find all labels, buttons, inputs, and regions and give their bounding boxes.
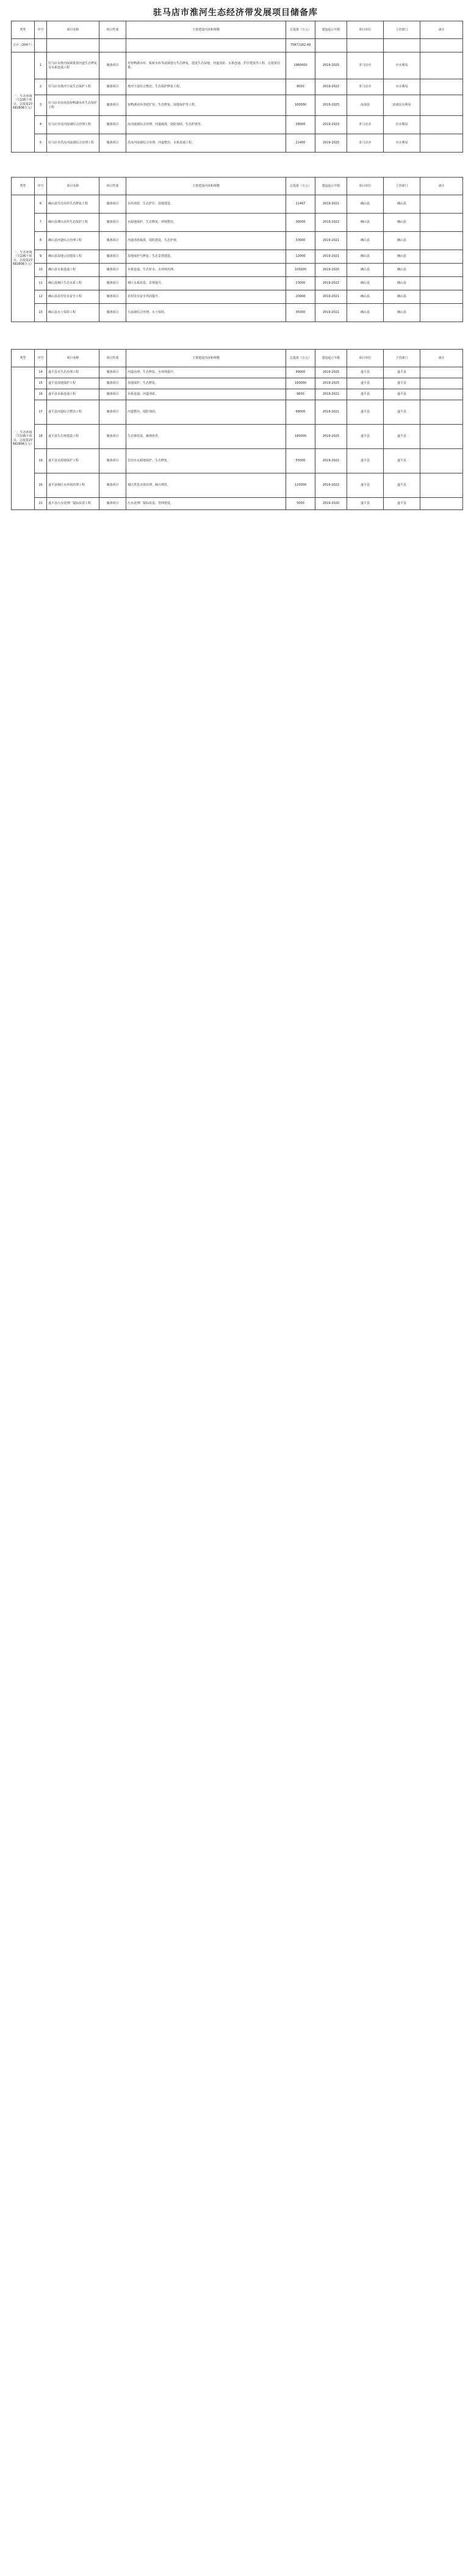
row-name: 确山县农村饮水安全工程 [47,290,99,304]
row-name: 遂平县湿地保护工程 [47,378,99,389]
row-content: 水系连通、河道清淤。 [126,389,286,400]
table-header-row [12,178,463,195]
row-name: 遂平县生态林建设工程 [47,425,99,449]
row-name: 遂平县水生态治理工程 [47,367,99,378]
row-investment: 55000 [286,449,315,473]
table-row [12,389,463,400]
header-investment: 总投资（万元） [286,178,315,195]
row-remark [420,367,463,378]
table-row [12,290,463,304]
row-content: 河道治理、生态修复、水环境提升。 [126,367,286,378]
row-unit: 确山县 [347,214,384,232]
row-remark [420,378,463,389]
row-period: 2019-2021 [315,232,347,250]
row-period: 2019-2025 [315,378,347,389]
row-seq: 14 [35,367,47,378]
row-seq: 15 [35,378,47,389]
table-row [12,52,463,79]
row-period: 2019-2022 [315,214,347,232]
table-row [12,116,463,134]
row-dept: 确山县 [384,290,420,304]
table-row [12,232,463,250]
header-category: 类型 [12,21,35,39]
row-unit: 驻马店市 [347,79,384,95]
row-seq: 21 [35,498,47,510]
row-unit: 确山县 [347,250,384,264]
row-seq: 9 [35,250,47,264]
row-content: 汝河流域综合治理，河道疏浚、堤防加固、生态护坡等。 [126,116,286,134]
row-unit: 确山县 [347,232,384,250]
row-investment: 49000 [286,367,315,378]
table-row [12,304,463,322]
row-investment: 23000 [286,277,315,290]
row-unit: 遂平县 [347,367,384,378]
row-investment: 33000 [286,232,315,250]
row-nature: 储备项目 [99,378,126,389]
row-remark [420,134,463,153]
row-dept: 遂平县 [384,367,420,378]
row-dept: 遂平县 [384,378,420,389]
row-nature: 储备项目 [99,250,126,264]
row-investment: 105000 [286,264,315,277]
row-unit: 遂平县 [347,473,384,498]
row-unit: 汝南县 [347,95,384,116]
row-nature: 储备项目 [99,52,126,79]
table-row [12,378,463,389]
header-seq: 序号 [35,21,47,39]
header-name: 项目名称 [47,350,99,367]
row-unit: 确山县 [347,264,384,277]
row-seq: 7 [35,214,47,232]
row-investment: 180000 [286,425,315,449]
row-content: 生态林营造、森林抚育。 [126,425,286,449]
header-period: 建设起止年限 [315,350,347,367]
row-nature: 储备项目 [99,79,126,95]
row-nature: 储备项目 [99,195,126,214]
row-seq: 6 [35,195,47,214]
row-dept: 确山县 [384,264,420,277]
row-unit: 遂平县 [347,400,384,425]
row-unit: 遂平县 [347,389,384,400]
row-seq: 18 [35,425,47,449]
category-cell: 一、生态环境（共136个项目，总投资27682806万元） [12,52,35,153]
table-header-row [12,350,463,367]
row-unit: 确山县 [347,195,384,214]
header-dept: 主管部门 [384,21,420,39]
row-unit: 遂平县 [347,449,384,473]
header-dept: 主管部门 [384,350,420,367]
row-period: 2019-2022 [315,473,347,498]
row-investment: 160000 [286,95,315,116]
row-unit: 遂平县 [347,378,384,389]
document-title: 驻马店市淮河生态经济带发展项目储备库 [153,8,318,18]
row-name: 确山县竹沟水库生态修复工程 [47,195,99,214]
header-name: 项目名称 [47,21,99,39]
row-nature: 储备项目 [99,367,126,378]
row-nature: 储备项目 [99,232,126,250]
row-seq: 8 [35,232,47,250]
header-content: 主要建设内容和规模 [126,350,286,367]
header-period: 建设起止年限 [315,178,347,195]
row-unit: 遂平县 [347,498,384,510]
project-table [11,177,463,322]
row-remark [420,195,463,214]
header-period: 建设起止年限 [315,21,347,39]
row-seq: 17 [35,400,47,425]
row-remark [420,79,463,95]
header-category: 类型 [12,178,35,195]
row-period: 2019-2025 [315,52,347,79]
row-remark [420,95,463,116]
header-unit: 项目单位 [347,178,384,195]
row-period: 2019-2021 [315,250,347,264]
row-unit: 驻马店市 [347,116,384,134]
header-nature: 项目性质 [99,178,126,195]
category-cell: 一、生态环境（共136个项目，总投资27682806万元） [12,367,35,510]
row-period: 2019-2021 [315,290,347,304]
row-name: 遂平县水系连通工程 [47,389,99,400]
row-seq: 4 [35,116,47,134]
row-name: 驻马店市淮河流域重要河道生态修复及水系连通工程 [47,52,99,79]
row-content: 宿鸭湖水库清淤扩容、生态修复、湿地保护等工程。 [126,95,286,116]
row-dept: 市水利局 [384,116,420,134]
row-content: 洪汝河流域综合治理，河道整治、水系连通工程。 [126,134,286,153]
row-content: 农村饮水安全巩固提升。 [126,290,286,304]
row-investment: 36000 [286,214,315,232]
row-nature: 储备项目 [99,389,126,400]
table-row [12,264,463,277]
row-seq: 16 [35,389,47,400]
row-dept: 确山县 [384,232,420,250]
header-nature: 项目性质 [99,21,126,39]
row-remark [420,264,463,277]
row-investment: 11467 [286,195,315,214]
row-unit: 驻马店市 [347,134,384,153]
row-content: 湿地保护与修复、生态景观建设。 [126,250,286,264]
row-nature: 储备项目 [99,498,126,510]
row-dept: 确山县 [384,304,420,322]
row-name: 确山县河道综合治理工程 [47,232,99,250]
row-dept: 确山县 [384,277,420,290]
row-content: 饮用水水源地保护、生态修复。 [126,449,286,473]
row-name: 遂平县水源地保护工程 [47,449,99,473]
row-investment: 20000 [286,290,315,304]
header-content: 主要建设内容和规模 [126,21,286,39]
row-name: 确山县湿地公园建设工程 [47,250,99,264]
row-seq: 3 [35,95,47,116]
row-investment: 28000 [286,116,315,134]
row-dept: 确山县 [384,250,420,264]
row-name: 遂平县污水处理厂提标改造工程 [47,498,99,510]
row-unit: 确山县 [347,290,384,304]
row-period: 2019-2025 [315,425,347,449]
row-investment: 68000 [286,400,315,425]
table-row [12,277,463,290]
table-row [12,367,463,378]
row-seq: 11 [35,277,47,290]
row-seq: 1 [35,52,47,79]
total-label: 合计（204个） [12,39,35,52]
header-nature: 项目性质 [99,350,126,367]
row-period: 2019-2022 [315,79,347,95]
row-nature: 储备项目 [99,134,126,153]
row-seq: 13 [35,304,47,322]
row-investment: 120000 [286,473,315,498]
row-remark [420,473,463,498]
row-period: 2019-2021 [315,195,347,214]
row-content: 河道整治、堤防加固。 [126,400,286,425]
row-remark [420,389,463,400]
header-seq: 序号 [35,178,47,195]
table-row [12,95,463,116]
table-row [12,425,463,449]
row-nature: 储备项目 [99,214,126,232]
header-category: 类型 [12,350,35,367]
row-investment: 1960000 [286,52,315,79]
row-content: 湿地保护、生态修复。 [126,378,286,389]
row-period: 2019-2022 [315,277,347,290]
project-table [11,349,463,510]
row-period: 2019-2020 [315,498,347,510]
row-remark [420,304,463,322]
row-seq: 20 [35,473,47,498]
row-seq: 19 [35,449,47,473]
row-remark [420,214,463,232]
row-unit: 遂平县 [347,425,384,449]
row-nature: 储备项目 [99,425,126,449]
row-nature: 储备项目 [99,449,126,473]
table-row [12,449,463,473]
row-nature: 储备项目 [99,116,126,134]
row-content: 水系连通、生态补水、水环境治理。 [126,264,286,277]
row-remark [420,250,463,264]
table-row [12,498,463,510]
row-dept: 确山县 [384,214,420,232]
row-content: 污水处理厂提标改造、管网建设。 [126,498,286,510]
row-remark [420,277,463,290]
row-investment: 160000 [286,378,315,389]
row-name: 驻马店市洪汝河流域综合治理工程 [47,134,99,153]
row-dept: 遂平县 [384,425,420,449]
row-content: 小流域综合治理、水土保持。 [126,304,286,322]
row-name: 确山县城区生态水系工程 [47,277,99,290]
row-nature: 储备项目 [99,304,126,322]
row-unit: 驻马店市 [347,52,384,79]
row-name: 遂平县城区水环境治理工程 [47,473,99,498]
row-period: 2019-2021 [315,400,347,425]
header-name: 项目名称 [47,178,99,195]
row-remark [420,52,463,79]
row-seq: 2 [35,79,47,95]
row-nature: 储备项目 [99,95,126,116]
row-dept: 遂平县 [384,400,420,425]
row-seq: 5 [35,134,47,153]
row-remark [420,400,463,425]
row-period: 2019-2021 [315,304,347,322]
row-content: 城区水系改造、景观提升。 [126,277,286,290]
row-period: 2019-2022 [315,449,347,473]
project-table-section-3 [11,349,462,510]
row-period: 2019-2023 [315,116,347,134]
header-remark: 备注 [420,350,463,367]
row-dept: 遂平县 [384,473,420,498]
table-row [12,400,463,425]
row-content: 河道清淤疏浚、堤防建设、生态护坡。 [126,232,286,250]
row-nature: 储备项目 [99,264,126,277]
row-investment: 8000 [286,79,315,95]
header-investment: 总投资（万元） [286,21,315,39]
header-unit: 项目单位 [347,350,384,367]
table-row [12,134,463,153]
row-remark [420,449,463,473]
row-dept: 遂平县 [384,389,420,400]
header-seq: 序号 [35,350,47,367]
row-unit: 确山县 [347,304,384,322]
table-row [12,79,463,95]
row-investment: 12000 [286,250,315,264]
project-table-section-2 [11,177,462,322]
row-nature: 储备项目 [99,473,126,498]
header-investment: 总投资（万元） [286,350,315,367]
row-dept: 市水利局 [384,134,420,153]
table-row [12,473,463,498]
row-period: 2019-2021 [315,389,347,400]
row-name: 确山县水系连通工程 [47,264,99,277]
row-investment: 9600 [286,389,315,400]
row-remark [420,425,463,449]
header-unit: 项目单位 [347,21,384,39]
row-nature: 储备项目 [99,400,126,425]
table-row [12,250,463,264]
row-content: 淮河干流综合整治、生态保护修复工程。 [126,79,286,95]
row-dept: 市水利局 [384,79,420,95]
row-dept: 遂平县 [384,449,420,473]
row-nature: 储备项目 [99,277,126,290]
row-content: 对宿鸭湖水库、板桥水库等流域进行生态修复，建设生态湿地、河道清淤、水系连通、护岸建设等工程，总投资估算。 [126,52,286,79]
row-period: 2019-2025 [315,367,347,378]
row-name: 驻马店市汝南县宿鸭湖水库生态保护工程 [47,95,99,116]
project-table-section-1 [11,21,462,153]
row-unit: 确山县 [347,277,384,290]
row-dept: 市水利局 [384,52,420,79]
row-remark [420,116,463,134]
header-content: 主要建设内容和规模 [126,178,286,195]
row-seq: 10 [35,264,47,277]
row-dept: 遂平县 [384,498,420,510]
row-seq: 12 [35,290,47,304]
row-name: 驻马店市汝河流域综合治理工程 [47,116,99,134]
row-investment: 35000 [286,304,315,322]
row-period: 2019-2025 [315,134,347,153]
header-remark: 备注 [420,178,463,195]
row-content: 城区黑臭水体治理、截污纳管。 [126,473,286,498]
row-content: 水源地保护、生态修复、环境整治。 [126,214,286,232]
row-period: 2019-2025 [315,264,347,277]
table-header-row [12,21,463,39]
project-table [11,21,463,153]
row-remark [420,498,463,510]
table-row [12,214,463,232]
table-row [12,195,463,214]
row-name: 遂平县河道综合整治工程 [47,400,99,425]
row-nature: 储备项目 [99,290,126,304]
row-remark [420,290,463,304]
header-dept: 主管部门 [384,178,420,195]
row-dept: 确山县 [384,195,420,214]
row-content: 水库清淤、生态护岸、湿地建设。 [126,195,286,214]
row-investment: 5000 [286,498,315,510]
row-investment: 21400 [286,134,315,153]
row-dept: 汝南县水利局 [384,95,420,116]
header-remark: 备注 [420,21,463,39]
row-remark [420,232,463,250]
category-cell: 一、生态环境（共136个项目，总投资27682806万元） [12,195,35,322]
row-name: 驻马店市淮河干流生态保护工程 [47,79,99,95]
row-name: 确山县水土保持工程 [47,304,99,322]
total-investment: 75871182.49 [286,39,315,52]
row-period: 2019-2025 [315,95,347,116]
total-row [12,39,463,52]
row-name: 确山县薄山水库生态保护工程 [47,214,99,232]
